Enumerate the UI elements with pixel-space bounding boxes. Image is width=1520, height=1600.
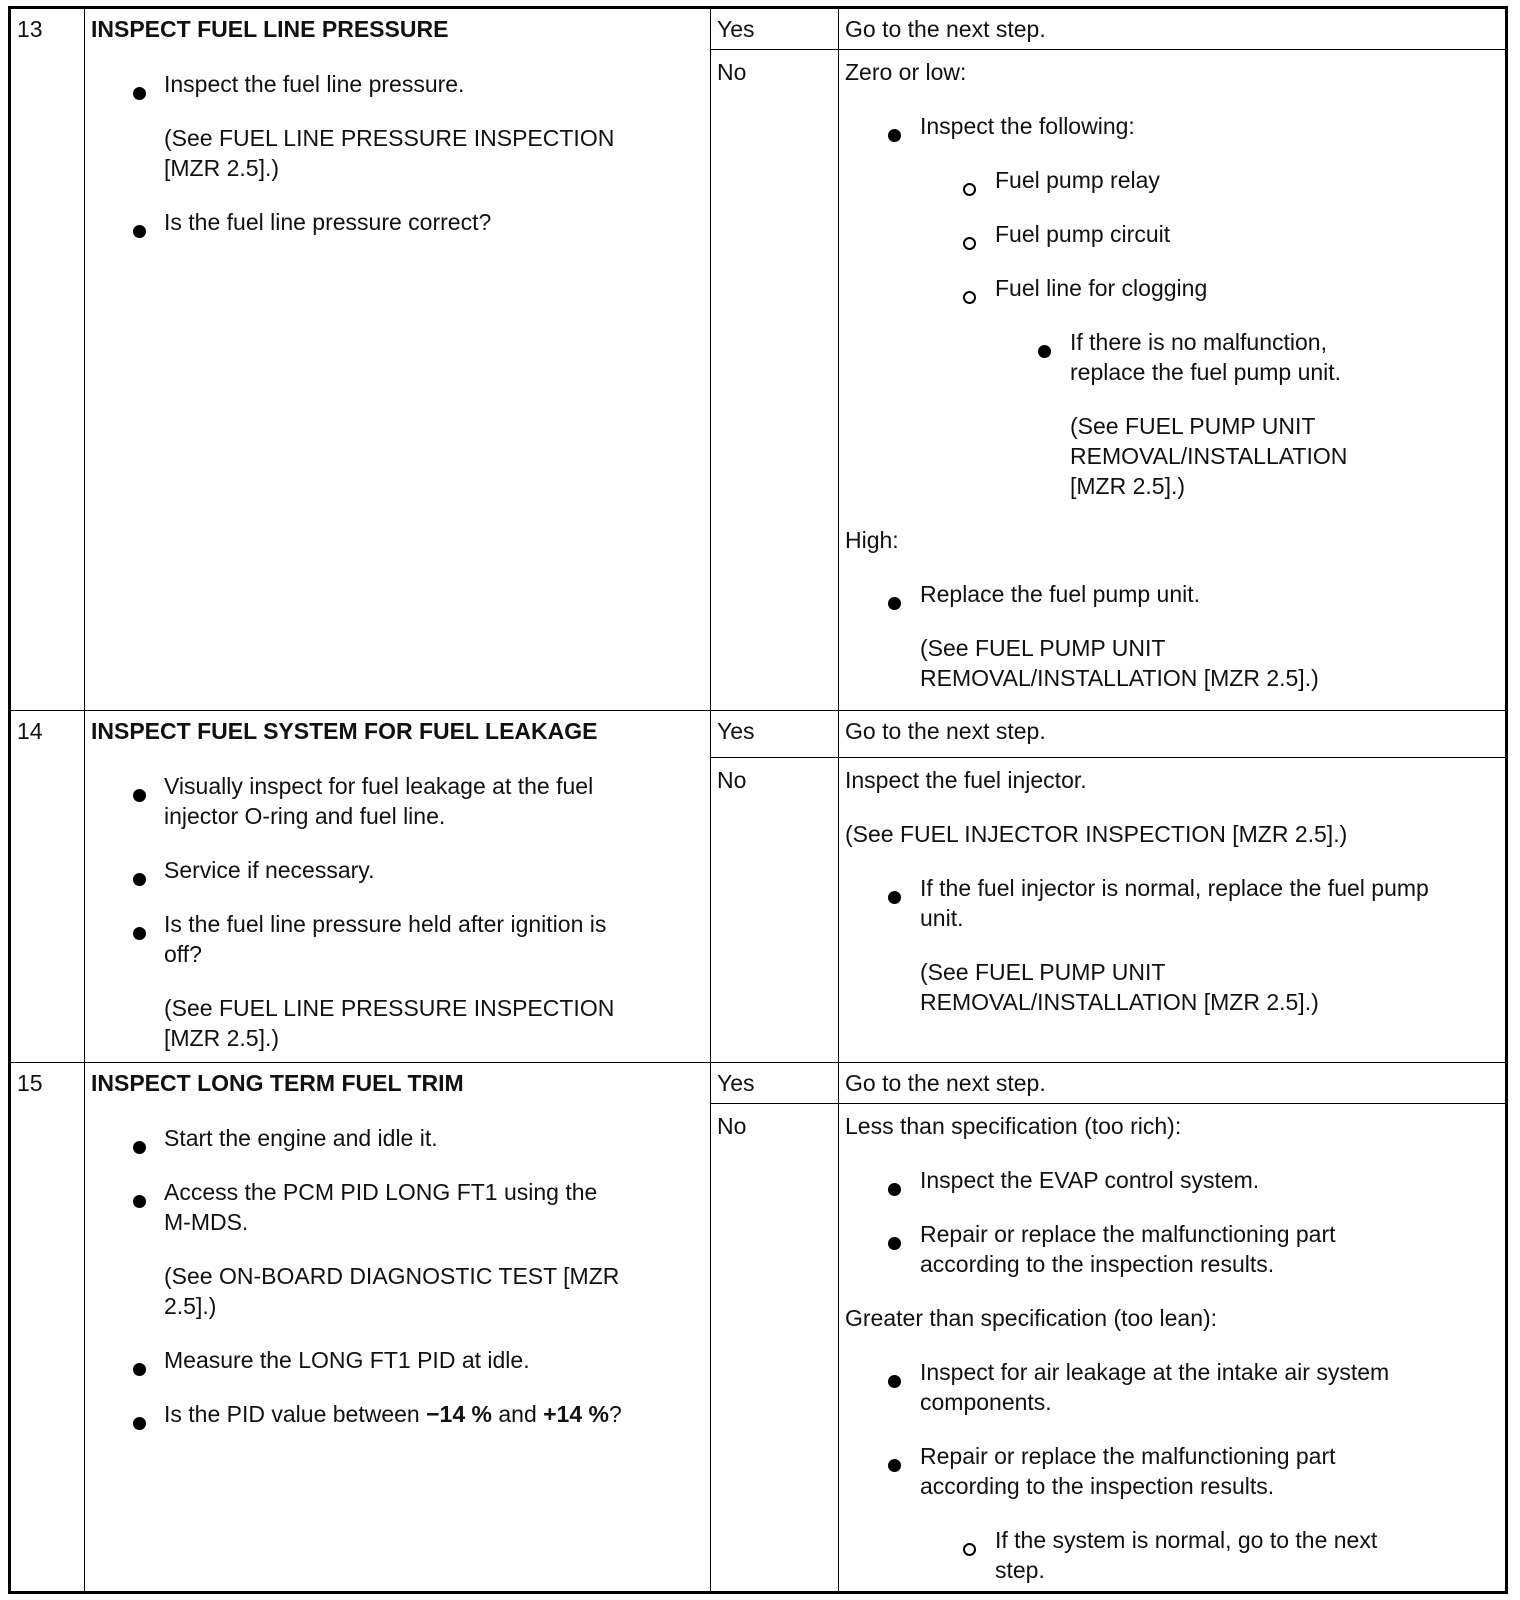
bullet-icon [888,1227,901,1257]
pid-question-suffix: ? [608,1401,622,1427]
result-text: according to the inspection results. [920,1473,1275,1499]
result-text: Repair or replace the malfunctioning part [920,1221,1336,1247]
yes-no-divider [710,757,1505,758]
reference-text: 2.5].) [164,1293,217,1319]
row-divider [11,1062,1505,1063]
reference-text: [MZR 2.5].) [164,1025,280,1051]
reference-text: (See FUEL PUMP UNIT [920,959,1166,985]
step-number: 14 [17,718,43,744]
yes-result: Go to the next step. [845,718,1046,744]
circle-bullet-icon [963,281,976,311]
result-text: Inspect the EVAP control system. [920,1167,1260,1193]
no-label: No [717,1113,747,1139]
action-text [164,1399,622,1429]
circle-bullet-icon [963,227,976,257]
bullet-icon [888,587,901,617]
column-divider [838,9,839,1591]
bullet-icon [133,215,146,245]
circle-bullet-icon [963,173,976,203]
yes-no-divider [710,1103,1505,1104]
reference-text: (See FUEL INJECTOR INSPECTION [MZR 2.5].) [845,821,1348,847]
result-text: If the system is normal, go to the next [995,1527,1378,1553]
pid-max-value: +14 % [543,1401,609,1427]
yes-no-divider [710,49,1505,50]
result-text: according to the inspection results. [920,1251,1275,1277]
pid-question-prefix: Is the PID value between [164,1401,427,1427]
bullet-icon [133,77,146,107]
result-text: Inspect for air leakage at the intake air system [920,1359,1390,1385]
bullet-icon [133,917,146,947]
pid-min-value: −14 % [426,1401,492,1427]
bullet-icon [888,1449,901,1479]
bullet-icon [133,1131,146,1161]
column-divider [710,9,711,1591]
reference-text: (See FUEL LINE PRESSURE INSPECTION [164,125,615,151]
result-text: If the fuel injector is normal, replace the fuel pump [920,875,1429,901]
result-text: Inspect the fuel injector. [845,767,1087,793]
result-text: step. [995,1557,1045,1583]
bullet-icon [1038,335,1051,365]
no-label: No [717,767,747,793]
reference-text: (See FUEL PUMP UNIT [1070,413,1316,439]
action-text: Is the fuel line pressure held after ignition is [164,911,607,937]
bullet-icon [133,1185,146,1215]
row-divider [11,710,1505,711]
bullet-icon [133,1353,146,1383]
action-text: M-MDS. [164,1209,249,1235]
result-text: Repair or replace the malfunctioning part [920,1443,1336,1469]
reference-text: (See ON-BOARD DIAGNOSTIC TEST [MZR [164,1263,620,1289]
reference-text: REMOVAL/INSTALLATION [1070,443,1348,469]
column-divider [84,9,85,1591]
step-title: INSPECT FUEL SYSTEM FOR FUEL LEAKAGE [91,718,598,744]
action-text: Start the engine and idle it. [164,1125,438,1151]
condition-text: Greater than specification (too lean): [845,1305,1218,1331]
action-text: Service if necessary. [164,857,375,883]
yes-label: Yes [717,1070,755,1096]
condition-text: Zero or low: [845,59,967,85]
bullet-icon [133,1407,146,1437]
condition-text: High: [845,527,899,553]
yes-label: Yes [717,718,755,744]
reference-text: [MZR 2.5].) [1070,473,1186,499]
step-title: INSPECT LONG TERM FUEL TRIM [91,1070,464,1096]
action-text: Is the fuel line pressure correct? [164,209,492,235]
result-text: Fuel pump relay [995,167,1160,193]
circle-bullet-icon [963,1533,976,1563]
action-text: off? [164,941,202,967]
action-text: injector O-ring and fuel line. [164,803,446,829]
result-text: Fuel line for clogging [995,275,1208,301]
bullet-icon [888,119,901,149]
no-label: No [717,59,747,85]
step-title: INSPECT FUEL LINE PRESSURE [91,16,449,42]
yes-result: Go to the next step. [845,16,1046,42]
reference-text: (See FUEL LINE PRESSURE INSPECTION [164,995,615,1021]
result-text: Fuel pump circuit [995,221,1171,247]
reference-text: REMOVAL/INSTALLATION [MZR 2.5].) [920,989,1319,1015]
action-text: Measure the LONG FT1 PID at idle. [164,1347,530,1373]
bullet-icon [133,779,146,809]
reference-text: (See FUEL PUMP UNIT [920,635,1166,661]
yes-result: Go to the next step. [845,1070,1046,1096]
yes-label: Yes [717,16,755,42]
result-text: Inspect the following: [920,113,1135,139]
bullet-icon [133,863,146,893]
result-text: replace the fuel pump unit. [1070,359,1342,385]
result-text: If there is no malfunction, [1070,329,1327,355]
step-number: 15 [17,1070,43,1096]
condition-text: Less than specification (too rich): [845,1113,1182,1139]
result-text: unit. [920,905,964,931]
bullet-icon [888,881,901,911]
action-text: Visually inspect for fuel leakage at the fuel [164,773,594,799]
bullet-icon [888,1365,901,1395]
action-text: Inspect the fuel line pressure. [164,71,465,97]
reference-text: [MZR 2.5].) [164,155,280,181]
bullet-icon [888,1173,901,1203]
reference-text: REMOVAL/INSTALLATION [MZR 2.5].) [920,665,1319,691]
pid-question-mid: and [491,1401,544,1427]
step-number: 13 [17,16,43,42]
result-text: Replace the fuel pump unit. [920,581,1201,607]
diagnostic-table [8,6,1508,1594]
result-text: components. [920,1389,1052,1415]
action-text: Access the PCM PID LONG FT1 using the [164,1179,598,1205]
